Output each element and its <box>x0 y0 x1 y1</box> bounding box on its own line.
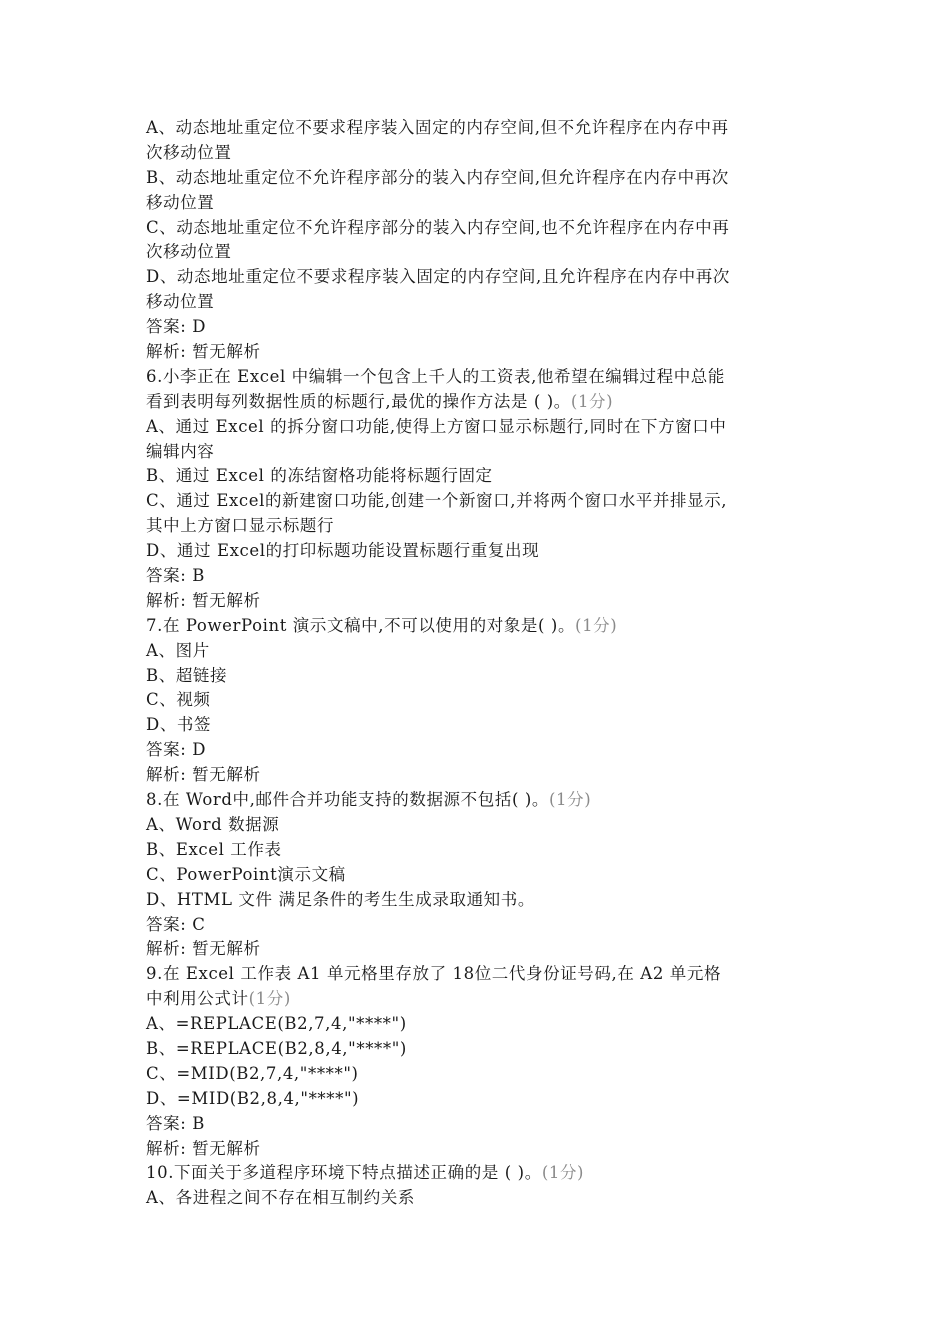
text-line <box>146 166 806 191</box>
text-line <box>146 1186 806 1211</box>
line-text: D、通过 Excel的打印标题功能设置标题行重复出现 <box>146 541 540 561</box>
text-line <box>146 440 806 465</box>
score-label: (1分) <box>575 615 618 635</box>
score-label: (1分) <box>248 989 291 1009</box>
line-text: D、书签 <box>146 715 212 735</box>
text-line <box>146 937 806 962</box>
line-text: 次移动位置 <box>146 242 232 262</box>
line-text: 解析: 暂无解析 <box>146 1138 261 1158</box>
line-text: 答案: D <box>146 317 207 337</box>
line-text: D、动态地址重定位不要求程序装入固定的内存空间,且允许程序在内存中再次 <box>146 267 730 287</box>
line-text: 移动位置 <box>146 292 215 312</box>
line-text: 次移动位置 <box>146 142 232 162</box>
text-line <box>146 838 806 863</box>
text-line <box>146 1087 806 1112</box>
line-text: B、Excel 工作表 <box>146 839 282 859</box>
text-line <box>146 514 806 539</box>
line-text: C、PowerPoint演示文稿 <box>146 864 346 884</box>
text-line <box>146 913 806 938</box>
text-line <box>146 315 806 340</box>
line-text: C、视频 <box>146 690 211 710</box>
text-line <box>146 489 806 514</box>
text-line <box>146 116 806 141</box>
line-text: B、动态地址重定位不允许程序部分的装入内存空间,但允许程序在内存中再次 <box>146 167 729 187</box>
document-page <box>146 116 806 1211</box>
line-text: 编辑内容 <box>146 441 215 461</box>
line-text: 解析: 暂无解析 <box>146 342 261 362</box>
line-text: 7.在 PowerPoint 演示文稿中,不可以使用的对象是( )。 <box>146 615 576 635</box>
text-line <box>146 1112 806 1137</box>
line-text: 答案: D <box>146 740 207 760</box>
line-text: C、=MID(B2,7,4,"****") <box>146 1063 359 1083</box>
text-line <box>146 415 806 440</box>
line-text: A、各进程之间不存在相互制约关系 <box>146 1188 416 1208</box>
line-text: 解析: 暂无解析 <box>146 939 261 959</box>
text-line <box>146 464 806 489</box>
text-line <box>146 240 806 265</box>
text-line <box>146 539 806 564</box>
line-text: A、通过 Excel 的拆分窗口功能,使得上方窗口显示标题行,同时在下方窗口中 <box>146 416 727 436</box>
text-line <box>146 987 806 1012</box>
text-line <box>146 1137 806 1162</box>
text-line <box>146 813 806 838</box>
score-label: (1分) <box>548 790 592 810</box>
text-line <box>146 888 806 913</box>
line-text: 答案: B <box>146 1113 205 1133</box>
text-line <box>146 788 806 813</box>
line-text: 解析: 暂无解析 <box>146 590 261 610</box>
text-line <box>146 763 806 788</box>
text-line <box>146 290 806 315</box>
line-text: 看到表明每列数据性质的标题行,最优的操作方法是 ( )。 <box>146 391 571 411</box>
text-line <box>146 191 806 216</box>
line-text: B、超链接 <box>146 665 228 685</box>
line-text: 答案: C <box>146 914 206 934</box>
line-text: B、通过 Excel 的冻结窗格功能将标题行固定 <box>146 466 493 486</box>
text-line <box>146 1161 806 1186</box>
text-line <box>146 664 806 689</box>
text-line <box>146 1062 806 1087</box>
line-text: D、=MID(B2,8,4,"****") <box>146 1088 360 1108</box>
line-text: 其中上方窗口显示标题行 <box>146 516 335 536</box>
text-line <box>146 365 806 390</box>
text-line <box>146 614 806 639</box>
line-text: 9.在 Excel 工作表 A1 单元格里存放了 18位二代身份证号码,在 A2 单元格 <box>146 964 722 984</box>
line-text: C、动态地址重定位不允许程序部分的装入内存空间,也不允许程序在内存中再 <box>146 217 730 237</box>
line-text: C、通过 Excel的新建窗口功能,创建一个新窗口,并将两个窗口水平并排显示, <box>146 491 728 511</box>
text-line <box>146 1012 806 1037</box>
score-label: (1分) <box>541 1163 585 1183</box>
line-text: 中利用公式计 <box>146 989 249 1009</box>
line-text: D、HTML 文件 满足条件的考生生成录取通知书。 <box>146 889 535 909</box>
line-text: 8.在 Word中,邮件合并功能支持的数据源不包括( )。 <box>146 790 549 810</box>
line-text: B、=REPLACE(B2,8,4,"****") <box>146 1038 407 1058</box>
line-text: A、Word 数据源 <box>146 814 280 834</box>
score-label: (1分) <box>570 391 614 411</box>
line-text: 解析: 暂无解析 <box>146 765 261 785</box>
line-text: A、=REPLACE(B2,7,4,"****") <box>146 1014 407 1034</box>
text-line <box>146 265 806 290</box>
line-text: A、动态地址重定位不要求程序装入固定的内存空间,但不允许程序在内存中再 <box>146 118 729 137</box>
text-line <box>146 962 806 987</box>
line-text: 移动位置 <box>146 192 215 212</box>
text-line <box>146 216 806 241</box>
line-text: A、图片 <box>146 640 210 660</box>
text-line <box>146 639 806 664</box>
text-line <box>146 141 806 166</box>
text-line <box>146 713 806 738</box>
line-text: 答案: B <box>146 566 205 586</box>
line-text: 6.小李正在 Excel 中编辑一个包含上千人的工资表,他希望在编辑过程中总能 <box>146 366 726 386</box>
text-line <box>146 863 806 888</box>
line-text: 10.下面关于多道程序环境下特点描述正确的是 ( )。 <box>146 1163 542 1183</box>
text-line <box>146 390 806 415</box>
text-line <box>146 564 806 589</box>
text-line <box>146 1037 806 1062</box>
text-line <box>146 589 806 614</box>
text-line <box>146 738 806 763</box>
text-line <box>146 688 806 713</box>
text-line <box>146 340 806 365</box>
